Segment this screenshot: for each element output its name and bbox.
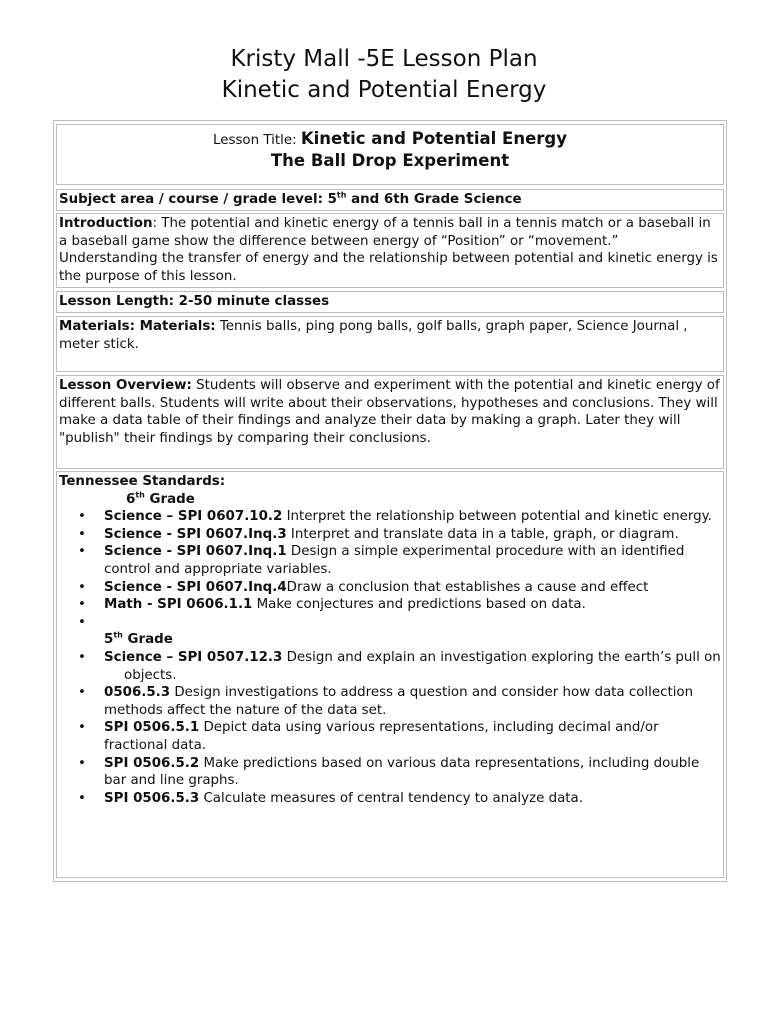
- grade-6-standards-list: [59, 508, 721, 631]
- list-item: • Science – SPI 0507.12.3 Design and explain an investigation exploring the earth’s pull on objects.: [78, 649, 721, 683]
- subject-rest: and 6th Grade Science: [346, 192, 522, 207]
- materials-label: Materials: Materials:: [59, 319, 216, 334]
- list-item: • Science - SPI 0607.Inq.1 Design a simple experimental procedure with an identified control and appropriate variables.: [78, 544, 685, 577]
- title-line-1: Kristy Mall -5E Lesson Plan: [230, 46, 538, 72]
- document-title: [0, 44, 768, 106]
- lesson-title-label: Lesson Title:: [213, 133, 297, 148]
- overview-text: Students will observe and experiment with the potential and kinetic energy of different balls. Students will write about their observations, hypotheses and conclusions. They will make a data table of their findings and analyze their data by making a graph. Later they will "publish" their findings by comparing their conclusions.: [59, 378, 720, 446]
- list-item-empty: •: [78, 614, 86, 630]
- introduction-cell: [56, 213, 724, 288]
- title-line-2: Kinetic and Potential Energy: [221, 77, 547, 103]
- list-item: • SPI 0506.5.1 Depict data using various representations, including decimal and/or fractional data.: [78, 720, 659, 753]
- introduction-label: Introduction: [59, 216, 153, 231]
- standards-heading: Tennessee Standards:: [59, 474, 226, 489]
- grade-6-heading: 6th Grade: [126, 490, 195, 507]
- subject-cell: [56, 189, 724, 211]
- length-text: Lesson Length: 2-50 minute classes: [59, 294, 330, 309]
- materials-text: Tennis balls, ping pong balls, golf balls, graph paper, Science Journal , meter stick.: [59, 319, 688, 352]
- list-item: • Math - SPI 0606.1.1 Make conjectures and predictions based on data.: [78, 597, 586, 613]
- grade-5-heading: 5th Grade: [104, 630, 173, 648]
- length-cell: [56, 291, 724, 313]
- materials-cell: [56, 316, 724, 372]
- lesson-title-cell: [56, 124, 724, 185]
- list-item: • Science – SPI 0607.10.2 Interpret the relationship between potential and kinetic energy.: [78, 509, 712, 525]
- grade-5-standards-list: [59, 649, 721, 807]
- list-item: • Science - SPI 0607.Inq.4Draw a conclusion that establishes a cause and effect: [78, 579, 649, 595]
- introduction-text: : The potential and kinetic energy of a tennis ball in a tennis match or a baseball in a baseball game show the difference between energy of “Position” or “movement.” Understanding the transfer of energy and the relationship between potential and kinetic energy is the purpose of this lesson.: [59, 216, 718, 284]
- overview-label: Lesson Overview:: [59, 378, 192, 393]
- subject-label: Subject area / course / grade level: 5: [59, 192, 337, 207]
- subject-sup: th: [336, 190, 347, 200]
- overview-cell: [56, 375, 724, 469]
- standards-cell: [56, 471, 724, 878]
- list-item: • SPI 0506.5.3 Calculate measures of central tendency to analyze data.: [78, 790, 583, 806]
- lesson-title-value: Kinetic and Potential Energy: [300, 129, 567, 148]
- list-item: • SPI 0506.5.2 Make predictions based on various data representations, including double bar and line graphs.: [78, 755, 700, 789]
- list-item: • Science - SPI 0607.Inq.3 Interpret and translate data in a table, graph, or diagram.: [78, 526, 679, 542]
- lesson-subtitle: The Ball Drop Experiment: [270, 150, 510, 170]
- list-item: • 0506.5.3 Design investigations to address a question and consider how data collection methods affect the nature of the data set.: [78, 685, 694, 718]
